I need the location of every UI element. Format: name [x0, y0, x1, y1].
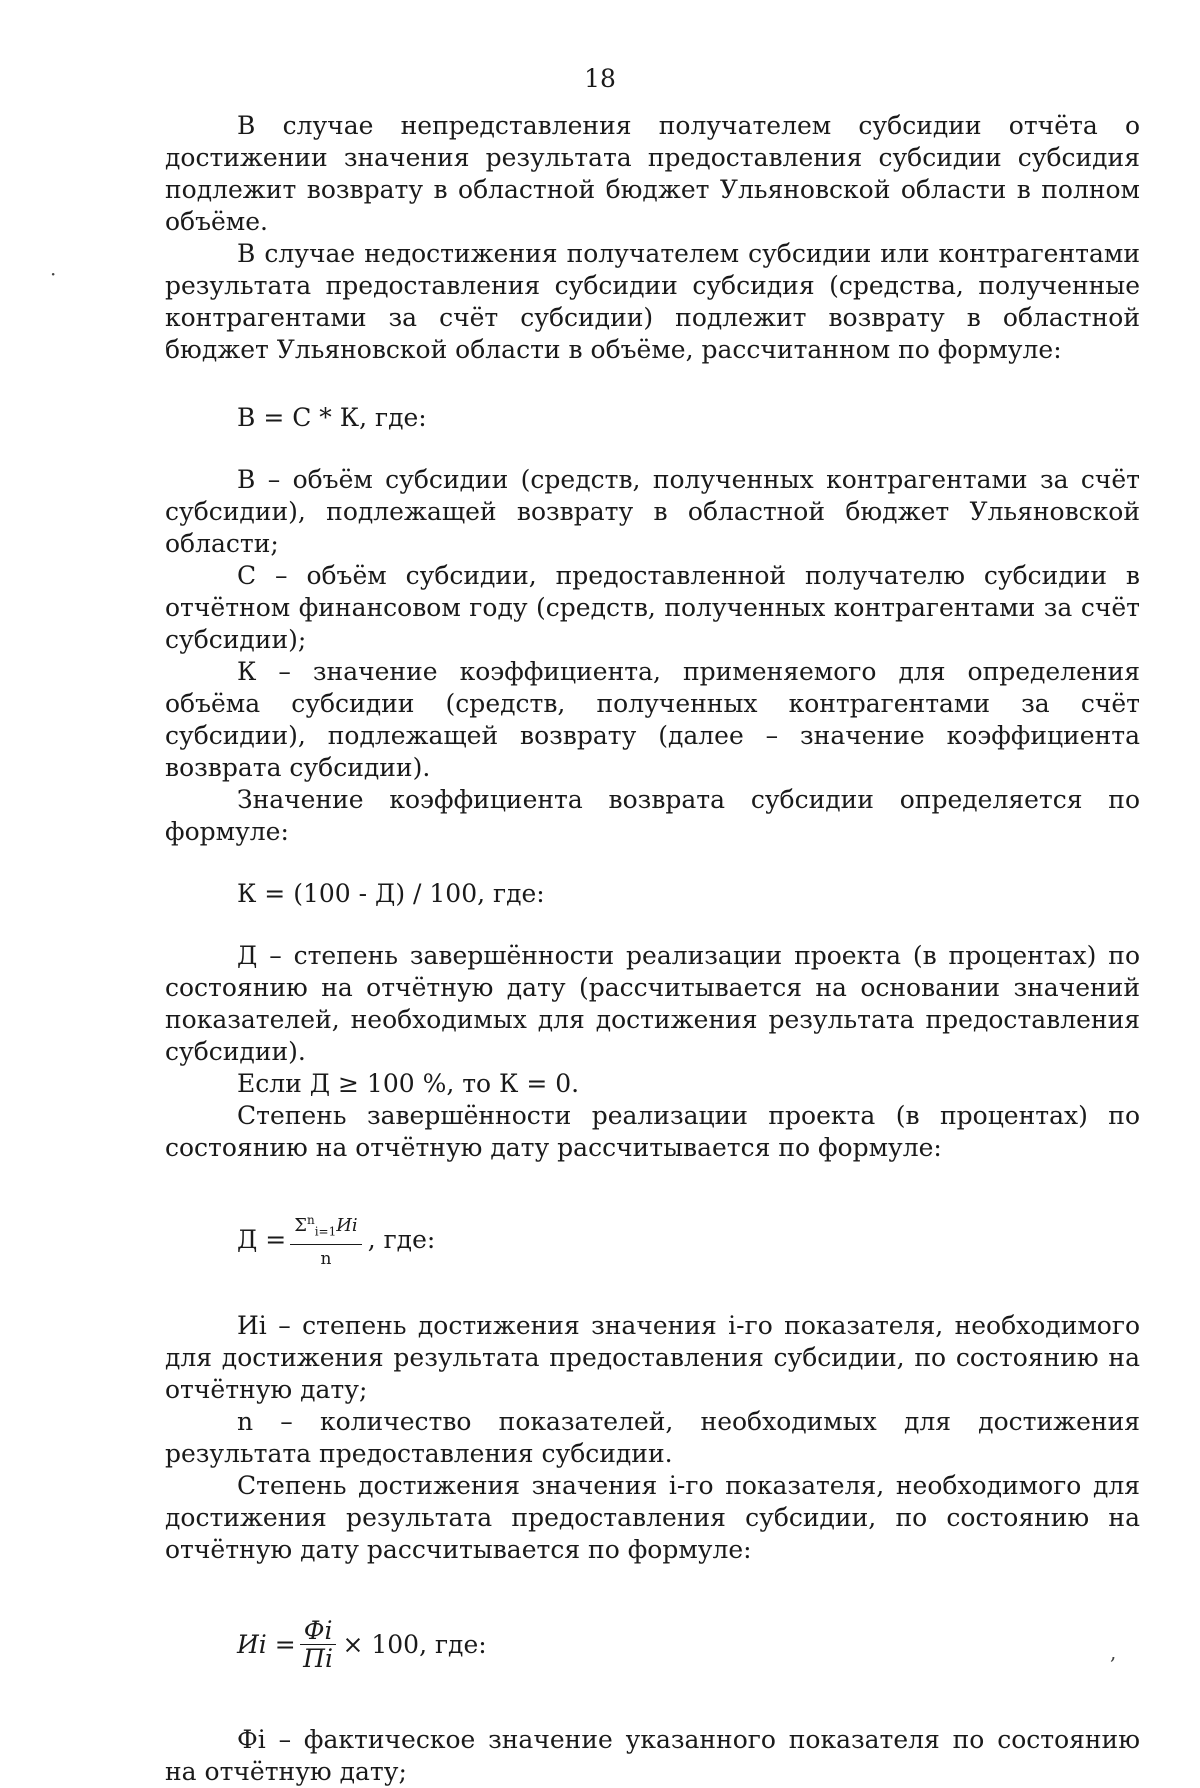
- paragraph: n – количество показателей, необходимых для достижения результата предоставления субсидии.: [165, 1407, 1140, 1468]
- formula-denominator: n: [320, 1249, 332, 1270]
- paragraph: В случае недостижения получателем субсидии или контрагентами результата предоставления субсидии субсидия (средства, полученные контрагентами за счёт субсидии) подлежит возврату в областной бюджет Ульяновской области в объёме, рассчитанном по формуле:: [165, 239, 1140, 364]
- sum-lower: i=1: [314, 1224, 337, 1239]
- formula-fraction: [300, 1615, 337, 1673]
- sum-symbol: Σ: [294, 1214, 307, 1236]
- formula-indicator-achievement: [165, 1600, 1140, 1690]
- formula-lhs: Д =: [237, 1225, 287, 1254]
- paragraph: Значение коэффициента возврата субсидии определяется по формуле:: [165, 785, 1140, 846]
- formula-numerator: [290, 1207, 361, 1246]
- scan-artifact: ,: [1110, 1640, 1117, 1664]
- document-body: [165, 110, 1140, 1788]
- formula-tail: × 100, где:: [342, 1630, 487, 1659]
- paragraph: С – объём субсидии, предоставленной получателю субсидии в отчётном финансовом году (средств, полученных контрагентами за счёт субсидии);: [165, 561, 1140, 654]
- paragraph: В – объём субсидии (средств, полученных контрагентами за счёт субсидии), подлежащей возврату в областной бюджет Ульяновской области;: [165, 465, 1140, 558]
- sum-upper: n: [306, 1212, 315, 1227]
- paragraph: Степень достижения значения i-го показателя, необходимого для достижения результата предоставления субсидии, по состоянию на отчётную дату рассчитывается по формуле:: [165, 1471, 1140, 1564]
- scan-artifact: ·: [50, 262, 57, 286]
- sum-term: Иi: [336, 1214, 358, 1236]
- paragraph: Иi – степень достижения значения i-го показателя, необходимого для достижения результата предоставления субсидии, по состоянию на отчётную дату;: [165, 1311, 1140, 1404]
- formula-lhs: Иi =: [237, 1630, 296, 1659]
- formula-tail: , где:: [367, 1225, 436, 1254]
- formula-fraction: [290, 1207, 361, 1274]
- paragraph: Степень завершённости реализации проекта (в процентах) по состоянию на отчётную дату рассчитывается по формуле:: [165, 1101, 1140, 1162]
- page-number: 18: [584, 64, 616, 93]
- paragraph: В случае непредставления получателем субсидии отчёта о достижении значения результата предоставления субсидии субсидия подлежит возврату в областной бюджет Ульяновской области в полном объёме.: [165, 111, 1140, 236]
- formula-return-volume: В = С * К, где:: [237, 403, 427, 432]
- paragraph: Фi – фактическое значение указанного показателя по состоянию на отчётную дату;: [165, 1725, 1140, 1786]
- paragraph: Если Д ≥ 100 %, то К = 0.: [237, 1069, 580, 1098]
- paragraph: Д – степень завершённости реализации проекта (в процентах) по состоянию на отчётную дату (рассчитывается на основании значений показателей, необходимых для достижения результата предоставления субсидии).: [165, 941, 1140, 1066]
- formula-return-coefficient: К = (100 - Д) / 100, где:: [237, 879, 545, 908]
- formula-completion-degree: [165, 1200, 1140, 1280]
- paragraph: К – значение коэффициента, применяемого для определения объёма субсидии (средств, полученных контрагентами за счёт субсидии), подлежащей возврату (далее – значение коэффициента возврата субсидии).: [165, 657, 1140, 782]
- formula-numerator: Фi: [300, 1618, 337, 1645]
- formula-denominator: Пi: [303, 1643, 333, 1673]
